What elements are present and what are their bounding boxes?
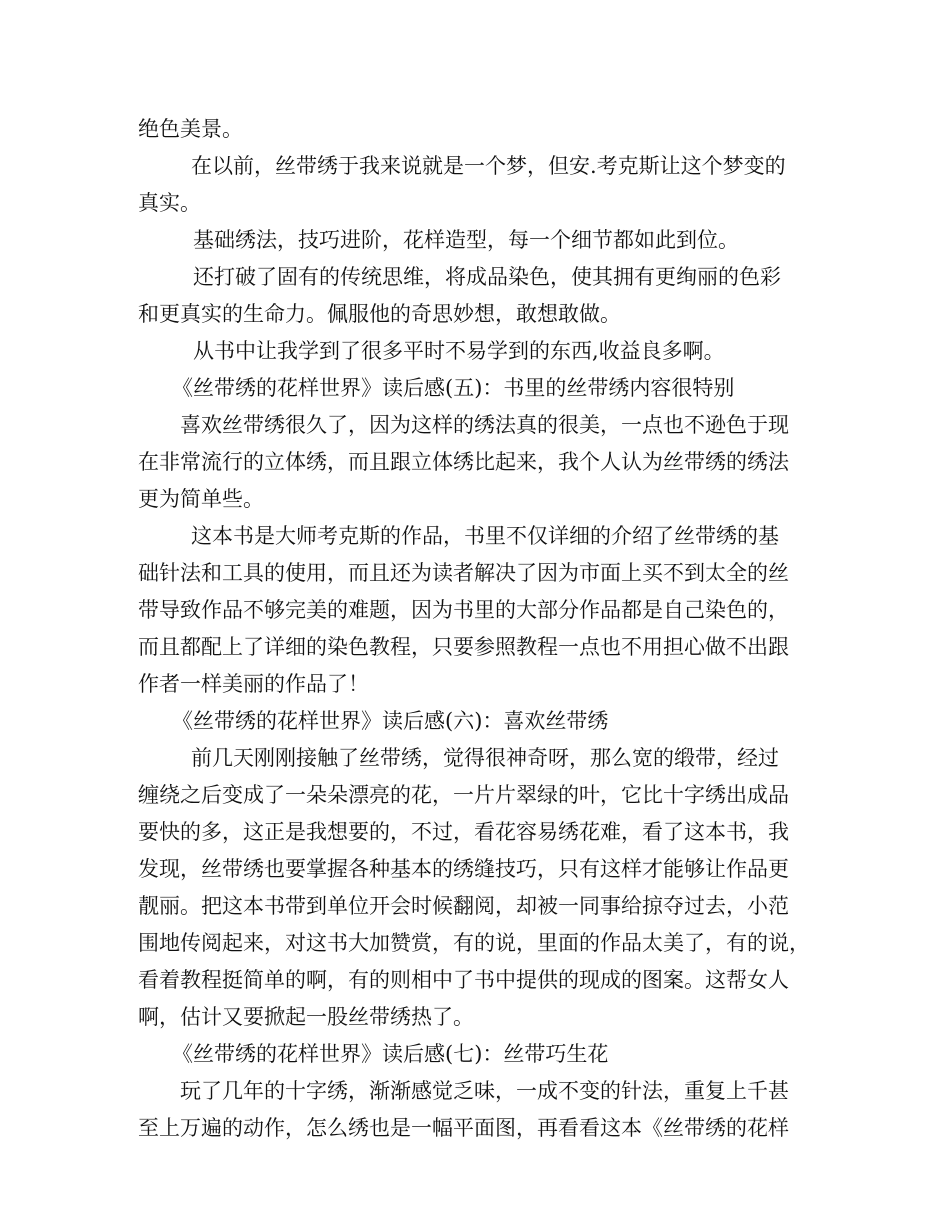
text-line: 作者一样美丽的作品了！ [138, 672, 369, 696]
text-line: 看着教程挺简单的啊，有的则相中了书中提供的现成的图案。这帮女人 [138, 968, 789, 992]
text-line: 而且都配上了详细的染色教程，只要参照教程一点也不用担心做不出跟 [138, 635, 789, 659]
text-line: 更为简单些。 [138, 487, 264, 511]
text-line: 绝色美景。 [138, 117, 243, 141]
text-line: 喜欢丝带绣很久了，因为这样的绣法真的很美，一点也不逊色于现 [180, 413, 789, 437]
text-line: 发现，丝带绣也要掌握各种基本的绣缝技巧，只有这样才能够让作品更 [138, 857, 789, 881]
text-line: 还打破了固有的传统思维，将成品染色，使其拥有更绚丽的色彩 [193, 265, 781, 289]
text-line: 从书中让我学到了很多平时不易学到的东西,收益良多啊。 [193, 339, 725, 363]
text-line: 啊，估计又要掀起一股丝带绣热了。 [138, 1005, 474, 1029]
text-line: 和更真实的生命力。佩服他的奇思妙想，敢想敢做。 [138, 302, 621, 326]
text-line: 靓丽。把这本书带到单位开会时候翻阅，却被一同事给掠夺过去，小范 [138, 894, 789, 918]
text-line: 玩了几年的十字绣，渐渐感觉乏味，一成不变的针法，重复上千甚 [180, 1079, 789, 1103]
text-line: 在以前，丝带绣于我来说就是一个梦，但安.考克斯让这个梦变的 [191, 154, 786, 178]
text-line: 带导致作品不够完美的难题，因为书里的大部分作品都是自己染色的， [138, 598, 789, 622]
text-line: 基础绣法，技巧进阶，花样造型，每一个细节都如此到位。 [193, 228, 739, 252]
text-line: 真实。 [138, 191, 201, 215]
section-heading: 《丝带绣的花样世界》读后感(五)：书里的丝带绣内容很特别 [172, 376, 735, 400]
text-line: 这本书是大师考克斯的作品，书里不仅详细的介绍了丝带绣的基 [191, 524, 779, 548]
text-line: 在非常流行的立体绣，而且跟立体绣比起来，我个人认为丝带绣的绣法 [138, 450, 789, 474]
text-line: 要快的多，这正是我想要的，不过，看花容易绣花难，看了这本书，我 [138, 820, 789, 844]
section-heading: 《丝带绣的花样世界》读后感(六)：喜欢丝带绣 [172, 709, 609, 733]
text-line: 围地传阅起来，对这书大加赞赏，有的说，里面的作品太美了，有的说， [138, 931, 810, 955]
section-heading: 《丝带绣的花样世界》读后感(七)：丝带巧生花 [172, 1042, 609, 1066]
text-line: 础针法和工具的使用，而且还为读者解决了因为市面上买不到太全的丝 [138, 561, 789, 585]
text-line: 至上万遍的动作，怎么绣也是一幅平面图，再看看这本《丝带绣的花样 [138, 1116, 789, 1140]
text-line: 前几天刚刚接触了丝带绣，觉得很神奇呀，那么宽的缎带，经过 [191, 746, 779, 770]
text-line: 缠绕之后变成了一朵朵漂亮的花，一片片翠绿的叶，它比十字绣出成品 [138, 783, 789, 807]
